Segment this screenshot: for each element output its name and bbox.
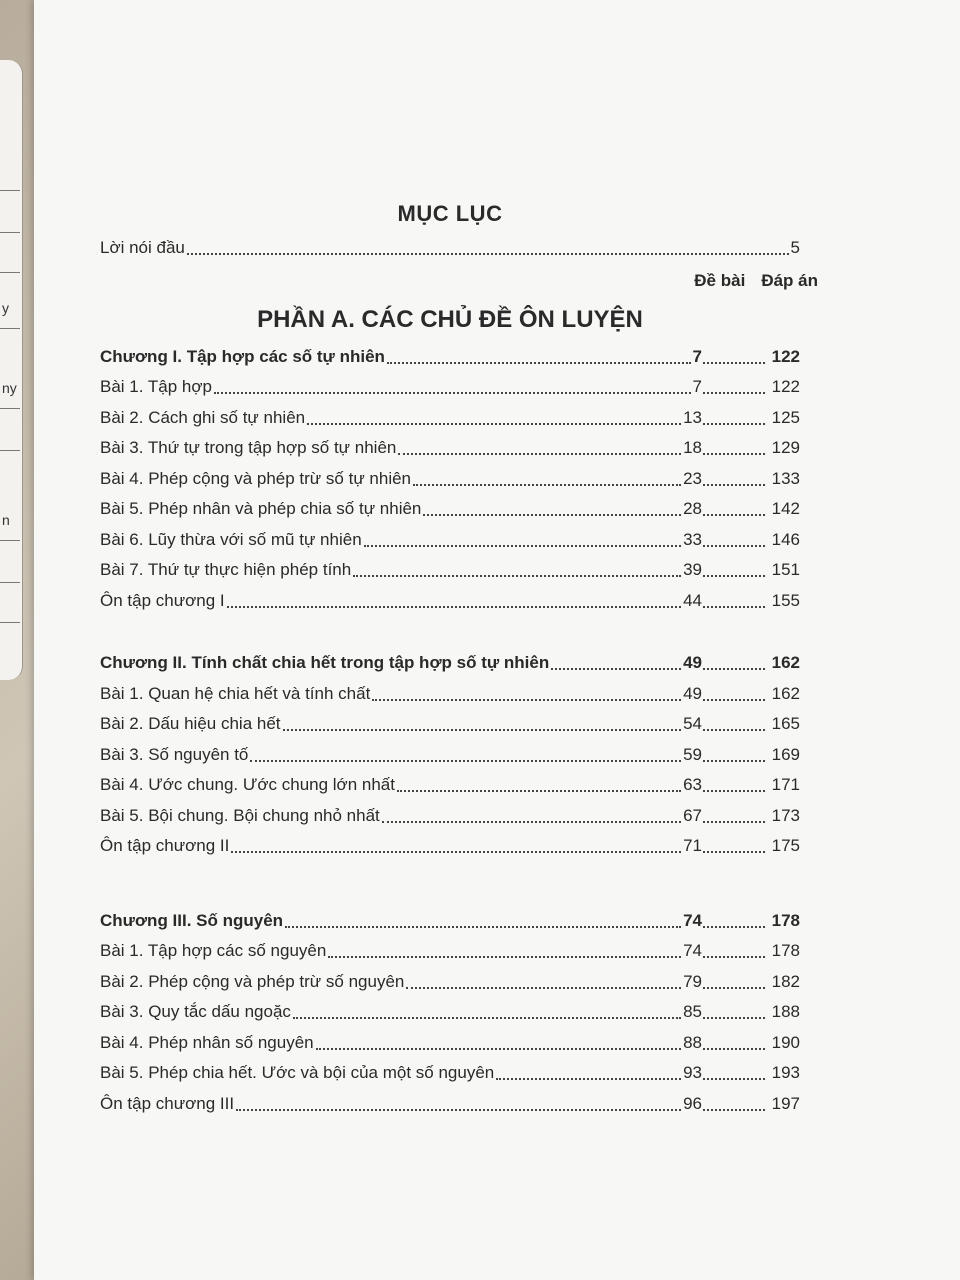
table-rule	[0, 272, 20, 273]
toc-label: Ôn tập chương II	[100, 836, 230, 855]
toc-label: Chương I. Tập hợp các số tự nhiên	[100, 346, 385, 366]
answers-page-number: 182	[771, 971, 800, 991]
dot-leader	[703, 1061, 765, 1080]
chapter-gap	[100, 616, 800, 648]
toc-label: Bài 5. Phép nhân và phép chia số tự nhiên	[100, 499, 422, 518]
dot-leader	[703, 467, 765, 486]
page-fragment-text: ny	[2, 380, 17, 396]
toc-row-chapter	[100, 906, 800, 937]
problems-page-number: 93	[683, 1063, 702, 1082]
problems-page-number: 54	[683, 714, 702, 733]
problems-page-number: 96	[683, 1093, 702, 1113]
toc-label: Bài 7. Thứ tự thực hiện phép tính	[100, 560, 352, 579]
dot-leader	[214, 375, 691, 394]
toc-label: Bài 2. Phép cộng và phép trừ số nguyên	[100, 971, 405, 991]
table-rule	[0, 582, 20, 583]
column-header-answers: Đáp án	[761, 270, 818, 290]
dot-leader	[703, 743, 765, 762]
dot-leader	[703, 804, 765, 823]
page-fragment-text: y	[2, 300, 9, 316]
dot-leader	[703, 1000, 765, 1019]
problems-page-number: 49	[683, 683, 702, 703]
dot-leader	[413, 467, 681, 486]
toc-label: Bài 2. Dấu hiệu chia hết	[100, 714, 281, 733]
table-rule	[0, 408, 20, 409]
dot-leader	[703, 375, 765, 394]
column-headers	[100, 264, 818, 298]
problems-page-number: 63	[683, 775, 702, 794]
dot-leader	[703, 970, 765, 989]
dot-leader	[703, 682, 765, 701]
dot-leader	[496, 1061, 681, 1080]
dot-leader	[703, 651, 765, 670]
toc-label: Bài 2. Cách ghi số tự nhiên	[100, 407, 306, 427]
toc-label: Bài 3. Số nguyên tố	[100, 744, 249, 764]
chapter-gap	[100, 862, 800, 906]
problems-page-number: 7	[692, 346, 702, 366]
dot-leader	[387, 345, 691, 364]
toc-label: Bài 3. Thứ tự trong tập hợp số tự nhiên	[100, 438, 397, 457]
problems-page-number: 23	[683, 468, 702, 488]
table-rule	[0, 450, 20, 451]
dot-leader	[283, 712, 682, 731]
toc-row-lesson	[100, 433, 800, 464]
dot-leader	[307, 406, 681, 425]
page-fragment-text: n	[2, 512, 10, 528]
table-rule	[0, 540, 20, 541]
answers-page-number: 129	[771, 438, 800, 457]
chapter-list	[100, 342, 800, 1120]
dot-leader	[703, 497, 765, 516]
answers-page-number: 125	[771, 407, 800, 427]
problems-page-number: 79	[683, 971, 702, 991]
toc-row-lesson	[100, 464, 800, 495]
dot-leader	[285, 909, 681, 928]
toc-label: Bài 5. Phép chia hết. Ước và bội của một số nguyên	[100, 1063, 495, 1082]
problems-page-number: 74	[683, 910, 702, 930]
toc-row-lesson	[100, 555, 800, 586]
problems-page-number: 59	[683, 744, 702, 764]
problems-page-number: 28	[683, 499, 702, 518]
dot-leader	[293, 1000, 681, 1019]
dot-leader	[353, 558, 681, 577]
answers-page-number: 178	[771, 910, 800, 930]
toc-label: Chương III. Số nguyên	[100, 910, 284, 930]
answers-page-number: 173	[771, 805, 800, 825]
toc-row-lesson	[100, 1058, 800, 1089]
toc-row-lesson	[100, 1089, 800, 1120]
answers-page-number: 155	[771, 590, 800, 610]
problems-page-number: 13	[683, 407, 702, 427]
dot-leader	[316, 1031, 681, 1050]
dot-leader	[406, 970, 681, 989]
answers-page-number: 175	[771, 836, 800, 855]
toc-label: Ôn tập chương III	[100, 1093, 235, 1113]
answers-page-number: 178	[771, 941, 800, 960]
dot-leader	[703, 1092, 765, 1111]
answers-page-number: 197	[771, 1093, 800, 1113]
toc-row-lesson	[100, 494, 800, 525]
toc-label: Bài 4. Ước chung. Ước chung lớn nhất	[100, 775, 395, 794]
problems-page-number: 67	[683, 805, 702, 825]
dot-leader	[703, 345, 765, 364]
answers-page-number: 193	[771, 1063, 800, 1082]
answers-page-number: 162	[771, 683, 800, 703]
problems-page-number: 7	[692, 377, 702, 396]
toc-label: Ôn tập chương I	[100, 590, 225, 610]
problems-page-number: 49	[683, 653, 702, 672]
table-rule	[0, 190, 20, 191]
toc-row-lesson	[100, 403, 800, 434]
toc-row-lesson	[100, 801, 800, 832]
toc-label: Bài 6. Lũy thừa với số mũ tự nhiên	[100, 529, 362, 549]
toc-row-preface	[100, 233, 800, 264]
dot-leader	[703, 939, 765, 958]
answers-page-number: 122	[771, 346, 800, 366]
problems-page-number: 85	[683, 1002, 702, 1021]
dot-leader	[703, 834, 765, 853]
dot-leader	[382, 804, 681, 823]
toc-row-lesson	[100, 740, 800, 771]
answers-page-number: 122	[771, 377, 800, 396]
toc-label: Bài 1. Tập hợp các số nguyên	[100, 941, 327, 960]
table-of-contents	[100, 195, 818, 1119]
toc-row-lesson	[100, 770, 800, 801]
dot-leader	[231, 834, 681, 853]
dot-leader	[423, 497, 681, 516]
answers-page-number: 165	[771, 714, 800, 733]
dot-leader	[703, 712, 765, 731]
toc-row-lesson	[100, 372, 800, 403]
document-page	[34, 0, 960, 1280]
answers-page-number: 133	[771, 468, 800, 488]
dot-leader	[703, 436, 765, 455]
problems-page-number: 88	[683, 1032, 702, 1052]
dot-leader	[187, 236, 789, 255]
answers-page-number: 169	[771, 744, 800, 764]
problems-page-number: 33	[683, 529, 702, 549]
dot-leader	[398, 436, 681, 455]
dot-leader	[227, 589, 681, 608]
dot-leader	[703, 1031, 765, 1050]
table-rule	[0, 622, 20, 623]
toc-label: Bài 3. Quy tắc dấu ngoặc	[100, 1002, 291, 1021]
table-rule	[0, 232, 20, 233]
answers-page-number: 162	[771, 653, 800, 672]
toc-row-lesson	[100, 831, 800, 862]
toc-row-lesson	[100, 709, 800, 740]
toc-title: MỤC LỤC	[397, 201, 503, 226]
toc-row-chapter	[100, 342, 800, 373]
column-header-problems: Đề bài	[694, 270, 746, 290]
toc-label: Lời nói đầu	[100, 238, 185, 257]
toc-label: Bài 5. Bội chung. Bội chung nhỏ nhất	[100, 805, 380, 825]
toc-row-lesson	[100, 967, 800, 998]
page-number: 5	[790, 238, 800, 257]
section-title: PHẦN A. CÁC CHỦ ĐỀ ÔN LUYỆN	[257, 305, 643, 333]
problems-page-number: 74	[683, 941, 702, 960]
dot-leader	[551, 651, 681, 670]
answers-page-number: 190	[771, 1032, 800, 1052]
dot-leader	[397, 773, 681, 792]
toc-row-lesson	[100, 1028, 800, 1059]
dot-leader	[236, 1092, 681, 1111]
dot-leader	[372, 682, 681, 701]
answers-page-number: 151	[771, 560, 800, 579]
adjacent-page-edge	[0, 60, 23, 680]
answers-page-number: 171	[771, 775, 800, 794]
toc-row-lesson	[100, 525, 800, 556]
answers-page-number: 142	[771, 499, 800, 518]
dot-leader	[703, 773, 765, 792]
problems-page-number: 18	[683, 438, 702, 457]
toc-row-lesson	[100, 586, 800, 617]
toc-row-chapter	[100, 648, 800, 679]
toc-row-lesson	[100, 936, 800, 967]
dot-leader	[703, 528, 765, 547]
toc-label: Bài 4. Phép nhân số nguyên	[100, 1032, 314, 1052]
answers-page-number: 146	[771, 529, 800, 549]
toc-label: Bài 4. Phép cộng và phép trừ số tự nhiên	[100, 468, 412, 488]
dot-leader	[703, 406, 765, 425]
table-rule	[0, 328, 20, 329]
dot-leader	[250, 743, 681, 762]
problems-page-number: 71	[683, 836, 702, 855]
toc-label: Chương II. Tính chất chia hết trong tập hợp số tự nhiên	[100, 653, 550, 672]
dot-leader	[703, 589, 765, 608]
dot-leader	[703, 909, 765, 928]
toc-row-lesson	[100, 679, 800, 710]
dot-leader	[328, 939, 681, 958]
toc-label: Bài 1. Tập hợp	[100, 377, 212, 396]
dot-leader	[703, 558, 765, 577]
toc-label: Bài 1. Quan hệ chia hết và tính chất	[100, 683, 371, 703]
answers-page-number: 188	[771, 1002, 800, 1021]
toc-row-lesson	[100, 997, 800, 1028]
dot-leader	[364, 528, 681, 547]
problems-page-number: 44	[683, 590, 702, 610]
problems-page-number: 39	[683, 560, 702, 579]
